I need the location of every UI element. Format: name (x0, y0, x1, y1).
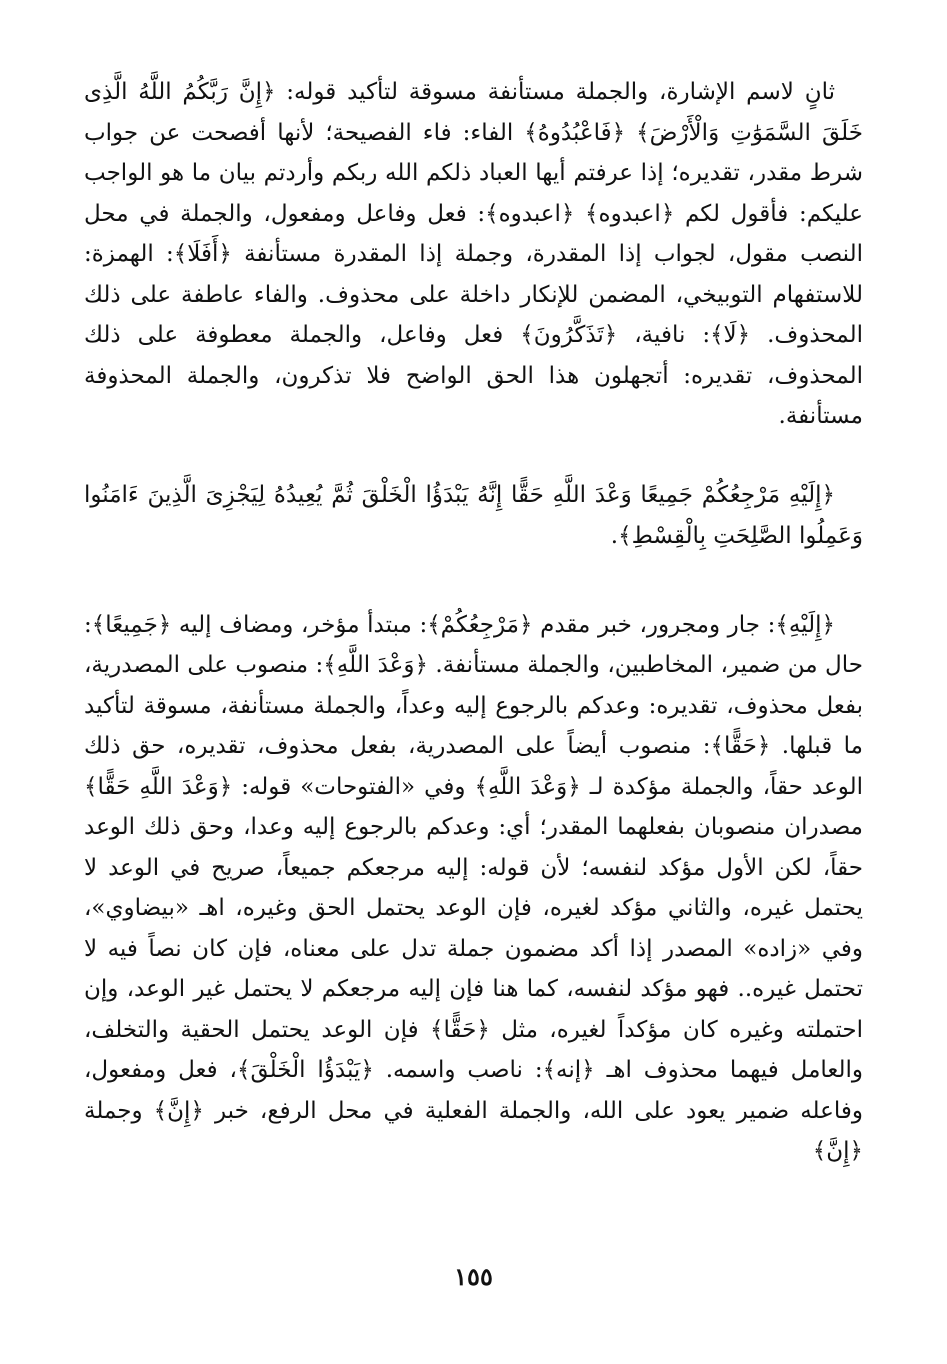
page-number: ١٥٥ (454, 1262, 493, 1291)
paragraph-commentary-1: ثانٍ لاسم الإشارة، والجملة مستأنفة مسوقة لتأكيد قوله: ﴿إِنَّ رَبَّكُمُ اللَّهُ الَّذِى خَلَقَ السَّمَوَٰتِ وَالْأَرْضَ﴾ ﴿فَاعْبُدُوهُ﴾ الفاء: فاء الفصيحة؛ لأنها أفصحت عن جواب شرط مقدر، تقديره؛ إذا عرفتم أيها العباد ذلكم الله ربكم وأردتم بيان ما هو الواجب عليكم: فأقول لكم ﴿اعبدوه﴾ ﴿اعبدوه﴾: فعل وفاعل ومفعول، والجملة في محل النصب مقول، لجواب إذا المقدرة، وجملة إذا المقدرة مستأنفة ﴿أَفَلَا﴾: الهمزة: للاستفهام التوبيخي، المضمن للإنكار داخلة على محذوف. والفاء عاطفة على ذلك المحذوف. ﴿لَا﴾: نافية، ﴿تَذَكَّرُونَ﴾ فعل وفاعل، والجملة معطوفة على ذلك المحذوف، تقديره: أتجهلون هذا الحق الواضح فلا تذكرون، والجملة المحذوفة مستأنفة. (84, 79, 863, 429)
paragraph-commentary-2: ﴿إِلَيْهِ﴾: جار ومجرور، خبر مقدم ﴿مَرْجِعُكُمْ﴾: مبتدأ مؤخر، ومضاف إليه ﴿جَمِيعًا﴾: حال من ضمير، المخاطبين، والجملة مستأنفة. ﴿وَعْدَ اللَّهِ﴾: منصوب على المصدرية، بفعل محذوف، تقديره: وعدكم بالرجوع إليه وعداً، والجملة مستأنفة، مسوقة لتأكيد ما قبلها. ﴿حَقًّا﴾: منصوب أيضاً على المصدرية، بفعل محذوف، تقديره، حق ذلك الوعد حقاً، والجملة مؤكدة لـ ﴿وَعْدَ اللَّهِ﴾ وفي «الفتوحات» قوله: ﴿وَعْدَ اللَّهِ حَقًّا﴾ مصدران منصوبان بفعلهما المقدر؛ أي: وعدكم بالرجوع إليه وعدا، وحق ذلك الوعد حقاً، لكن الأول مؤكد لنفسه؛ لأن قوله: إليه مرجعكم جميعاً، صريح في الوعد لا يحتمل غيره، والثاني مؤكد لغيره، فإن الوعد يحتمل الحق وغيره، اهـ «بيضاوي»، وفي «زاده» المصدر إذا أكد مضمون جملة تدل على معناه، فإن كان نصاً فيه لا تحتمل غيره.. فهو مؤكد لنفسه، كما هنا فإن إليه مرجعكم لا يحتمل غير الوعد، وإن احتملته وغيره كان مؤكداً لغيره، مثل ﴿حَقًّا﴾ فإن الوعد يحتمل الحقية والتخلف، والعامل فيهما محذوف اهـ ﴿إنه﴾: ناصب واسمه. ﴿يَبْدَؤُا الْخَلْقَ﴾، فعل ومفعول، وفاعله ضمير يعود على الله، والجملة الفعلية في محل الرفع، خبر ﴿إِنَّ﴾ وجملة ﴿إِنَّ﴾ (84, 611, 863, 1164)
quran-verse: ﴿إِلَيْهِ مَرْجِعُكُمْ جَمِيعًا وَعْدَ اللَّهِ حَقًّا إِنَّهُ يَبْدَؤُا الْخَلْقَ ثُمَّ يُعِيدُهُ لِيَجْزِىَ الَّذِينَ ءَامَنُوا وَعَمِلُوا الصَّلِحَتِ بِالْقِسْطِ﴾. (84, 481, 863, 549)
